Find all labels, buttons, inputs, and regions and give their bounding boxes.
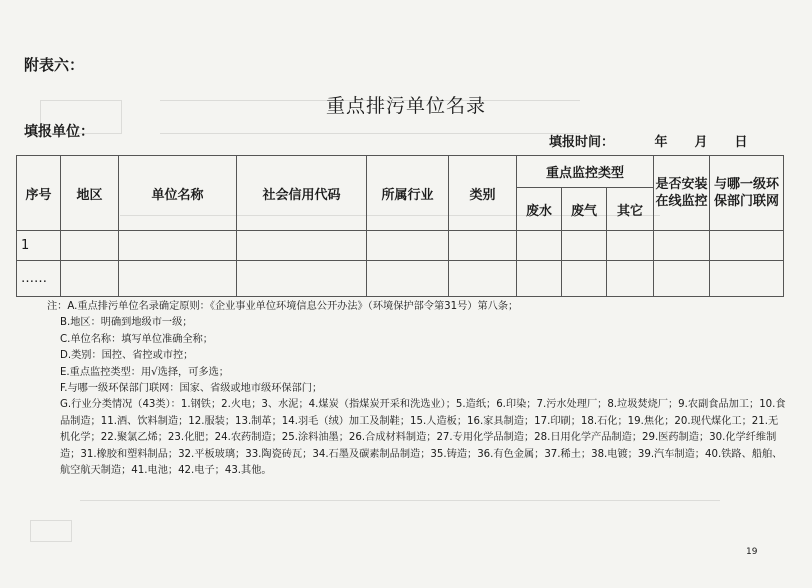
table-cell	[517, 261, 562, 297]
table-cell	[654, 231, 710, 261]
table-cell	[449, 261, 517, 297]
page-number: 19	[746, 547, 758, 557]
pollutant-units-table	[16, 155, 784, 297]
note-category: D.类别：国控、省控或市控；	[60, 350, 194, 362]
note-industry-classification: G.行业分类情况（43类）：1.钢铁；2.火电；3、水泥；4.煤炭（指煤炭开采和洗选业）；5.造纸；6.印染；7.污水处理厂；8.垃圾焚烧厂；9.农副食品加工；10.食品制造；11.酒、饮料制造；12.服装；13.制革；14.羽毛（绒）加工及制鞋；15.人造板；16.家具制造；17.印刷；18.石化；19.焦化；20.现代煤化工；21.无机化学；22.聚氯乙烯；23.化肥；24.农药制造；25.涂料油墨；26.合成材料制造；27.专用化学品制造；28.日用化学产品制造；29.医药制造；30.化学纤维制造；31.橡胶和塑料制品；32.平板玻璃；33.陶瓷砖瓦；34.石墨及碳素制品制造；35.铸造；36.有色金属；37.稀土；38.电镀；39.汽车制造；40.铁路、船舶、航空航天制造；41.电池；42.电子；43.其他。	[60, 399, 786, 477]
filler-unit-label: 填报单位：	[24, 124, 94, 140]
note-principle: 注：A.重点排污单位名录确定原则：《企业事业单位环境信息公开办法》（环境保护部令第31号）第八条；	[47, 301, 519, 312]
year-label: 年	[654, 135, 668, 150]
page-title: 重点排污单位名录	[325, 95, 486, 117]
table-cell	[237, 261, 367, 297]
bleed-through-mark	[30, 520, 72, 542]
table-cell	[517, 231, 562, 261]
table-cell	[237, 231, 367, 261]
header-online-monitor: 是否安装在线监控	[654, 156, 710, 231]
table-cell	[562, 231, 607, 261]
header-seq: 序号	[17, 156, 61, 231]
header-unit-name: 单位名称	[119, 156, 237, 231]
header-other: 其它	[607, 188, 654, 231]
header-network: 与哪一级环保部门联网	[710, 156, 784, 231]
header-wastewater: 废水	[517, 188, 562, 231]
table-cell	[61, 231, 119, 261]
row-seq: 1	[17, 231, 61, 261]
table-cell	[607, 231, 654, 261]
table-cell	[449, 231, 517, 261]
table-cell	[61, 261, 119, 297]
table-cell	[367, 261, 449, 297]
note-monitor-type: E.重点监控类型：用√选择，可多选；	[60, 366, 229, 378]
note-unit-name: C.单位名称：填写单位准确全称；	[60, 333, 213, 345]
table-cell	[119, 261, 237, 297]
table-row	[17, 231, 784, 261]
table-notes	[47, 299, 787, 479]
table-cell	[607, 261, 654, 297]
header-region: 地区	[61, 156, 119, 231]
table-cell	[562, 261, 607, 297]
fill-time-label: 填报时间：	[549, 135, 615, 150]
note-region: B.地区：明确到地级市一级；	[60, 317, 193, 329]
header-monitor-type: 重点监控类型	[517, 156, 654, 188]
table-cell	[710, 231, 784, 261]
header-industry: 所属行业	[367, 156, 449, 231]
table-cell	[710, 261, 784, 297]
header-category: 类别	[449, 156, 517, 231]
note-network: F.与哪一级环保部门联网：国家、省级或地市级环保部门；	[60, 383, 323, 395]
appendix-label: 附表六：	[24, 56, 85, 74]
bleed-through-mark	[80, 500, 720, 515]
table-cell	[654, 261, 710, 297]
table-cell	[367, 231, 449, 261]
fill-time-line	[549, 131, 761, 150]
table-cell	[119, 231, 237, 261]
row-seq: ……	[17, 261, 61, 297]
day-label: 日	[734, 135, 748, 150]
header-credit-code: 社会信用代码	[237, 156, 367, 231]
table-row	[17, 261, 784, 297]
header-waste-gas: 废气	[562, 188, 607, 231]
month-label: 月	[694, 135, 708, 150]
